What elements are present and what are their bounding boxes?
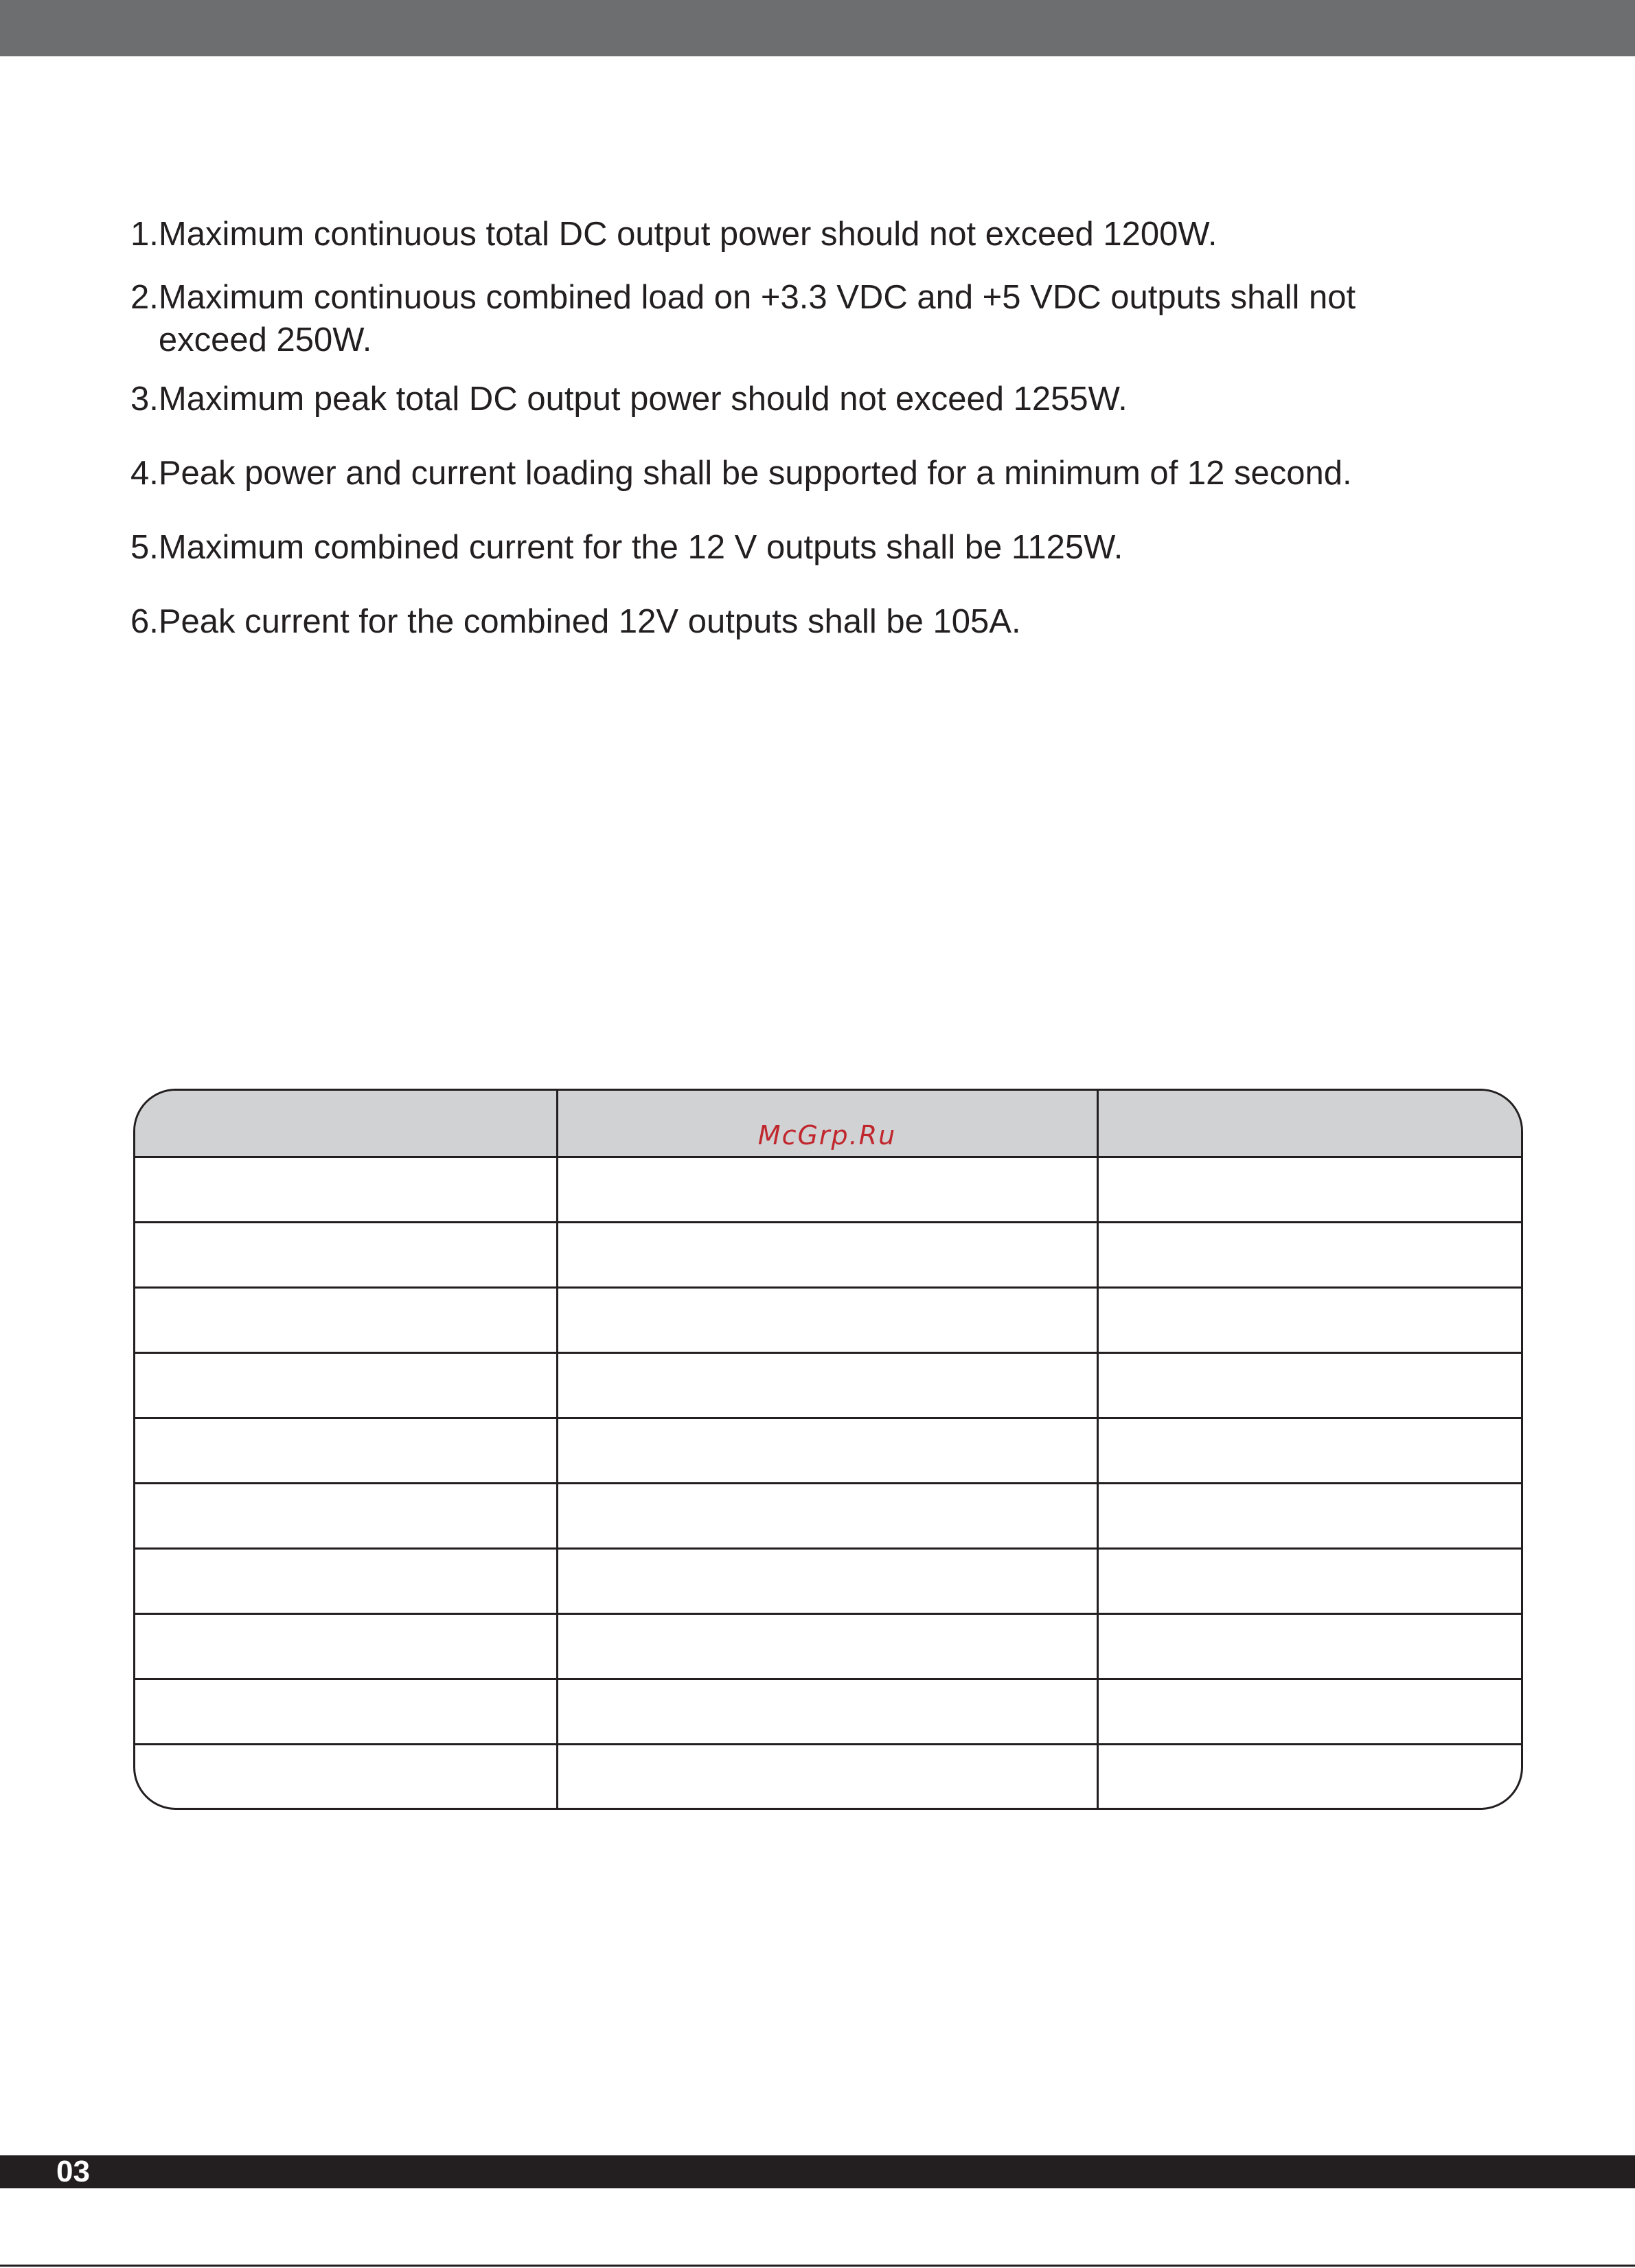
table-row (135, 1418, 1523, 1483)
table-cell (557, 1548, 1097, 1613)
note-number: 2. (130, 279, 159, 316)
table-row (135, 1287, 1523, 1352)
table-cell (135, 1483, 557, 1548)
note-item (130, 378, 1504, 420)
table-cell (1097, 1418, 1523, 1483)
table-cell (1097, 1744, 1523, 1809)
table-cell (557, 1222, 1097, 1287)
table-cell (1097, 1613, 1523, 1679)
note-item (130, 213, 1504, 256)
table-cell (1097, 1287, 1523, 1352)
table-cell (135, 1548, 557, 1613)
table-cell (557, 1613, 1097, 1679)
table-cell (557, 1418, 1097, 1483)
spec-table (133, 1089, 1523, 1810)
table-cell (557, 1352, 1097, 1418)
table-cell (1097, 1157, 1523, 1222)
note-text: Maximum continuous total DC output power should not exceed 1200W. (158, 216, 1217, 253)
table-cell (557, 1287, 1097, 1352)
note-number: 3. (130, 381, 159, 418)
note-text: Peak power and current loading shall be supported for a minimum of 12 second. (158, 455, 1352, 492)
table-row (135, 1679, 1523, 1744)
note-text: Maximum combined current for the 12 V outputs shall be 1125W. (158, 529, 1123, 566)
watermark-text: McGrp.Ru (557, 1091, 1097, 1157)
table-row (135, 1483, 1523, 1548)
note-number: 4. (130, 455, 159, 492)
table-header-cell (135, 1091, 557, 1157)
table-cell (1097, 1222, 1523, 1287)
note-text: Maximum peak total DC output power should not exceed 1255W. (158, 381, 1128, 418)
table-cell (135, 1287, 557, 1352)
table-header-cell (1097, 1091, 1523, 1157)
table-cell (557, 1744, 1097, 1809)
note-item (130, 600, 1504, 643)
table-row (135, 1613, 1523, 1679)
table-cell (135, 1744, 557, 1809)
note-text: Maximum continuous combined load on +3.3 VDC and +5 VDC outputs shall not exceed 250W. (158, 279, 1356, 359)
table-row (135, 1548, 1523, 1613)
note-item (130, 452, 1504, 495)
note-item (130, 526, 1504, 569)
table-cell (1097, 1352, 1523, 1418)
table-cell (135, 1613, 557, 1679)
header-bar (0, 0, 1635, 56)
table-cell (557, 1157, 1097, 1222)
table-header-row (135, 1091, 1523, 1157)
footer-bar (0, 2155, 1635, 2188)
bottom-rule (0, 2265, 1635, 2267)
note-number: 6. (130, 603, 159, 640)
table-row (135, 1222, 1523, 1287)
table-cell (135, 1679, 557, 1744)
table-cell (135, 1222, 557, 1287)
table-row (135, 1744, 1523, 1809)
table-row (135, 1157, 1523, 1222)
table-cell (135, 1418, 557, 1483)
table-cell (1097, 1483, 1523, 1548)
table-cell (1097, 1679, 1523, 1744)
page-number: 03 (56, 2155, 90, 2188)
table-cell (1097, 1548, 1523, 1613)
table-cell (557, 1483, 1097, 1548)
table-cell (135, 1157, 557, 1222)
spec-table-grid (135, 1091, 1523, 1809)
note-item (130, 276, 1504, 361)
note-number: 1. (130, 216, 159, 253)
note-text: Peak current for the combined 12V outputs shall be 105A. (158, 603, 1021, 640)
note-number: 5. (130, 529, 159, 566)
table-row (135, 1352, 1523, 1418)
table-cell (557, 1679, 1097, 1744)
table-cell (135, 1352, 557, 1418)
